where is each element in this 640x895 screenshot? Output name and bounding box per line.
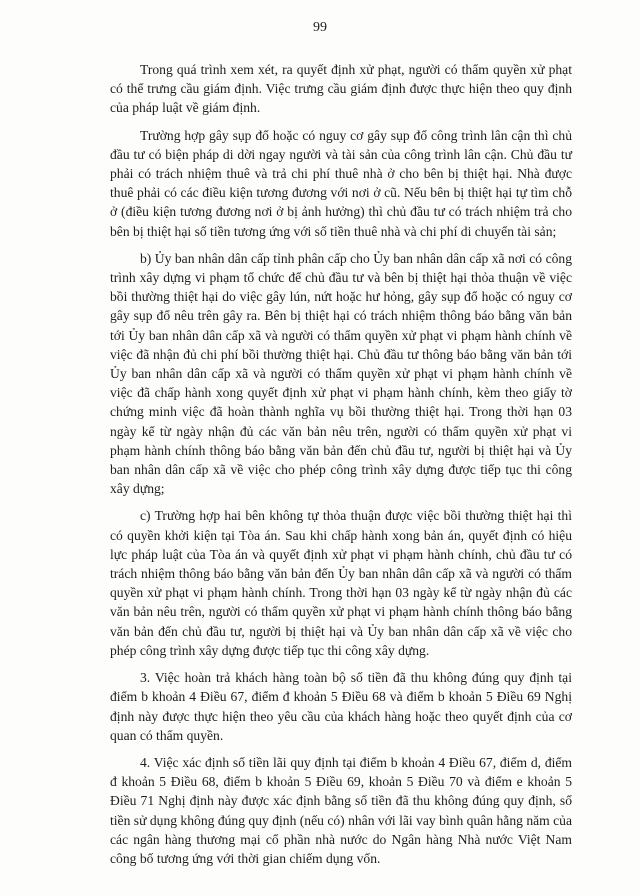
paragraph: 3. Việc hoàn trả khách hàng toàn bộ số tiền đã thu không đúng quy định tại điểm b khoản 4 Điều 67, điểm đ khoản 5 Điều 68 và điểm b khoản 5 Điều 69 Nghị định này được thực hiện theo yêu cầu của khách hàng hoặc theo quyết định của cơ quan có thẩm quyền. — [110, 670, 572, 743]
paragraph: Trong quá trình xem xét, ra quyết định xử phạt, người có thẩm quyền xử phạt có thể trưng cầu giám định. Việc trưng cầu giám định được thực hiện theo quy định của pháp luật về giám định. — [110, 62, 572, 116]
document-body — [110, 60, 572, 876]
paragraph: c) Trường hợp hai bên không tự thỏa thuận được việc bồi thường thiệt hại thì có quyền khởi kiện tại Tòa án. Sau khi chấp hành xong bản án, quyết định có hiệu lực pháp luật của Tòa án và quyết định xử phạt vi phạm hành chính, chủ đầu tư có trách nhiệm thông báo bằng văn bản đến Ủy ban nhân dân cấp xã và người có thẩm quyền xử phạt vi phạm hành chính. Trong thời hạn 03 ngày kể từ ngày nhận đủ các văn bản nêu trên, người có thẩm quyền xử phạt vi phạm hành chính thông báo bằng văn bản đến chủ đầu tư, người bị thiệt hại và Ủy ban nhân dân cấp xã về việc cho phép công trình xây dựng được tiếp tục thi công xây dựng. — [110, 508, 572, 658]
paragraph: 4. Việc xác định số tiền lãi quy định tại điểm b khoản 4 Điều 67, điểm d, điểm đ khoản 5 Điều 68, điểm b khoản 5 Điều 69, khoản 5 Điều 70 và điểm e khoản 5 Điều 71 Nghị định này được xác định bằng số tiền đã thu không đúng quy định, số tiền sử dụng không đúng quy định (nếu có) nhân với lãi vay bình quân hằng năm của các ngân hàng thương mại cổ phần nhà nước do Ngân hàng Nhà nước Việt Nam công bố tương ứng với thời gian chiếm dụng vốn. — [110, 754, 572, 866]
paragraph: b) Ủy ban nhân dân cấp tỉnh phân cấp cho Ủy ban nhân dân cấp xã nơi có công trình xây dựng vi phạm tổ chức để chủ đầu tư và bên bị thiệt hại thỏa thuận về việc bồi thường thiệt hại do việc gây lún, nứt hoặc hư hỏng, gây sụp đổ hoặc có nguy cơ gây sụp đổ nêu trên gây ra. Bên bị thiệt hại có trách nhiệm thông báo bằng văn bản tới Ủy ban nhân dân cấp xã và người có thẩm quyền xử phạt vi phạm hành chính về việc đã nhận đủ chi phí bồi thường thiệt hại. Chủ đầu tư thông báo bằng văn bản tới Ủy ban nhân dân cấp xã và người có thẩm quyền xử phạt vi phạm hành chính về việc đã chấp hành xong quyết định xử phạt vi phạm hành chính, kèm theo giấy tờ chứng minh việc đã hoàn thành nghĩa vụ bồi thường thiệt hại. Trong thời hạn 03 ngày kể từ ngày nhận đủ các văn bản nêu trên, người có thẩm quyền xử phạt vi phạm hành chính thông báo bằng văn bản đến chủ đầu tư, người bị thiệt hại và Ủy ban nhân dân cấp xã về việc cho phép công trình xây dựng được tiếp tục thi công xây dựng; — [110, 250, 572, 497]
paragraph: Trường hợp gây sụp đổ hoặc có nguy cơ gây sụp đổ công trình lân cận thì chủ đầu tư có biện pháp di dời ngay người và tài sản của công trình lân cận. Chủ đầu tư phải có trách nhiệm thuê và trả chi phí thuê nhà ở cho bên bị thiệt hại. Nhà được thuê phải có các điều kiện tương đương với nơi ở cũ. Nếu bên bị thiệt hại tự tìm chỗ ở (điều kiện tương đương nơi ở bị ảnh hưởng) thì chủ đầu tư có trách nhiệm trả cho bên bị thiệt hại số tiền tương ứng với số tiền thuê nhà và chi phí di chuyển tài sản; — [110, 127, 572, 239]
page-number: 99 — [313, 20, 327, 35]
